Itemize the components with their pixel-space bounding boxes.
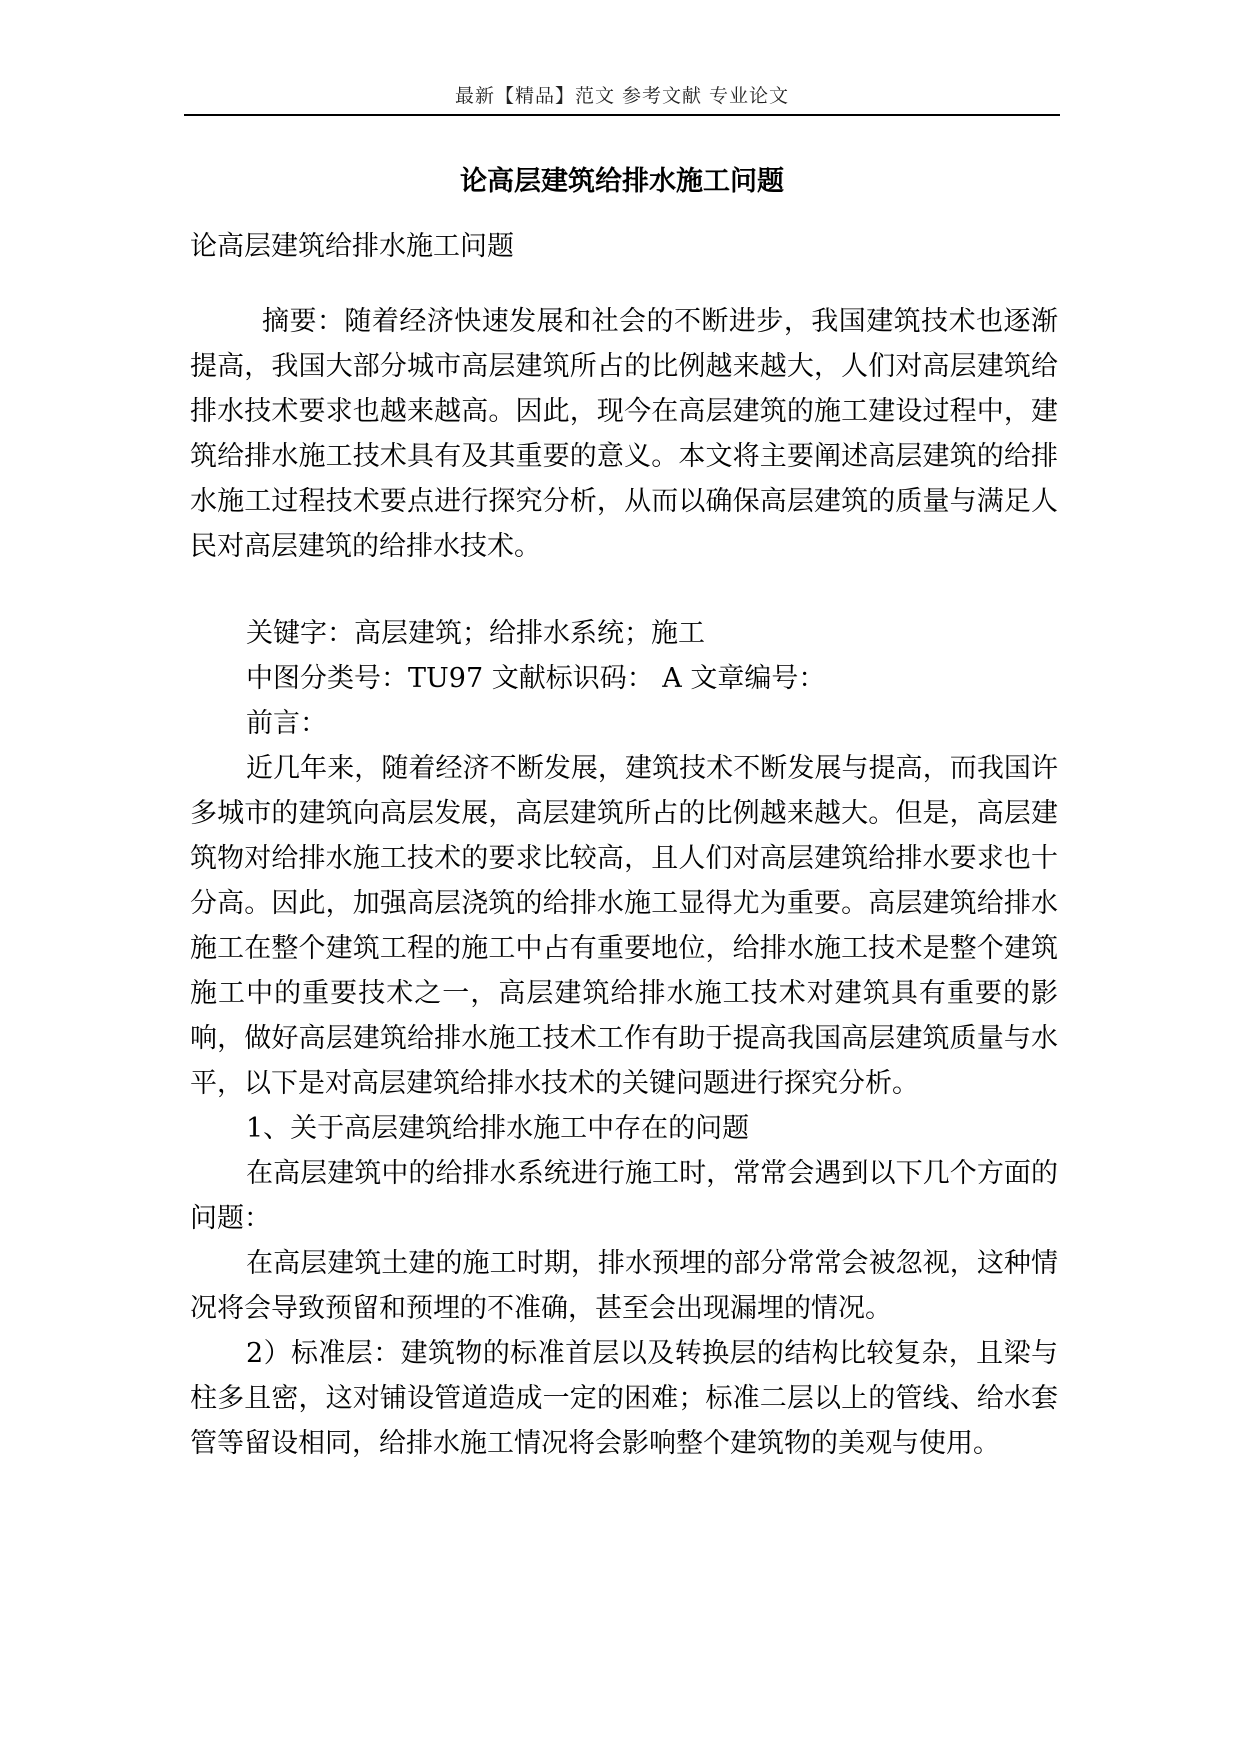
preface-label: 前言： <box>246 708 327 739</box>
body-paragraph: 2）标准层：建筑物的标准首层以及转换层的结构比较复杂，且梁与柱多且密，这对铺设管道造成一定的困难；标准二层以上的管线、给水套管等留设相同，给排水施工情况将会影响整个建筑物的美观与使用。 <box>190 1338 1058 1459</box>
body-paragraph: 近几年来，随着经济不断发展，建筑技术不断发展与提高，而我国许多城市的建筑向高层发展，高层建筑所占的比例越来越大。但是，高层建筑物对给排水施工技术的要求比较高，且人们对高层建筑给排水要求也十分高。因此，加强高层浇筑的给排水施工显得尤为重要。高层建筑给排水施工在整个建筑工程的施工中占有重要地位，给排水施工技术是整个建筑施工中的重要技术之一，高层建筑给排水施工技术对建筑具有重要的影响，做好高层建筑给排水施工技术工作有助于提高我国高层建筑质量与水平，以下是对高层建筑给排水技术的关键问题进行探究分析。 <box>190 753 1058 1099</box>
classification-line: 中图分类号：TU97 文献标识码： A 文章编号： <box>246 663 826 694</box>
page-header: 最新【精品】范文 参考文献 专业论文 <box>454 85 790 107</box>
header-divider <box>184 114 1060 116</box>
body-paragraph: 在高层建筑土建的施工时期，排水预埋的部分常常会被忽视，这种情况将会导致预留和预埋的不准确，甚至会出现漏埋的情况。 <box>190 1248 1058 1324</box>
document-body <box>190 224 1058 1466</box>
document-subtitle: 论高层建筑给排水施工问题 <box>190 231 514 262</box>
body-paragraph: 在高层建筑中的给排水系统进行施工时，常常会遇到以下几个方面的问题： <box>190 1158 1058 1234</box>
section-heading: 1、关于高层建筑给排水施工中存在的问题 <box>246 1113 750 1144</box>
abstract-paragraph: 摘要：随着经济快速发展和社会的不断进步，我国建筑技术也逐渐提高，我国大部分城市高层建筑所占的比例越来越大，人们对高层建筑给排水技术要求也越来越高。因此，现今在高层建筑的施工建设过程中，建筑给排水施工技术具有及其重要的意义。本文将主要阐述高层建筑的给排水施工过程技术要点进行探究分析，从而以确保高层建筑的质量与满足人民对高层建筑的给排水技术。 <box>190 306 1058 562</box>
document-title: 论高层建筑给排水施工问题 <box>460 166 784 197</box>
keywords-line: 关键字：高层建筑；给排水系统；施工 <box>246 618 705 649</box>
